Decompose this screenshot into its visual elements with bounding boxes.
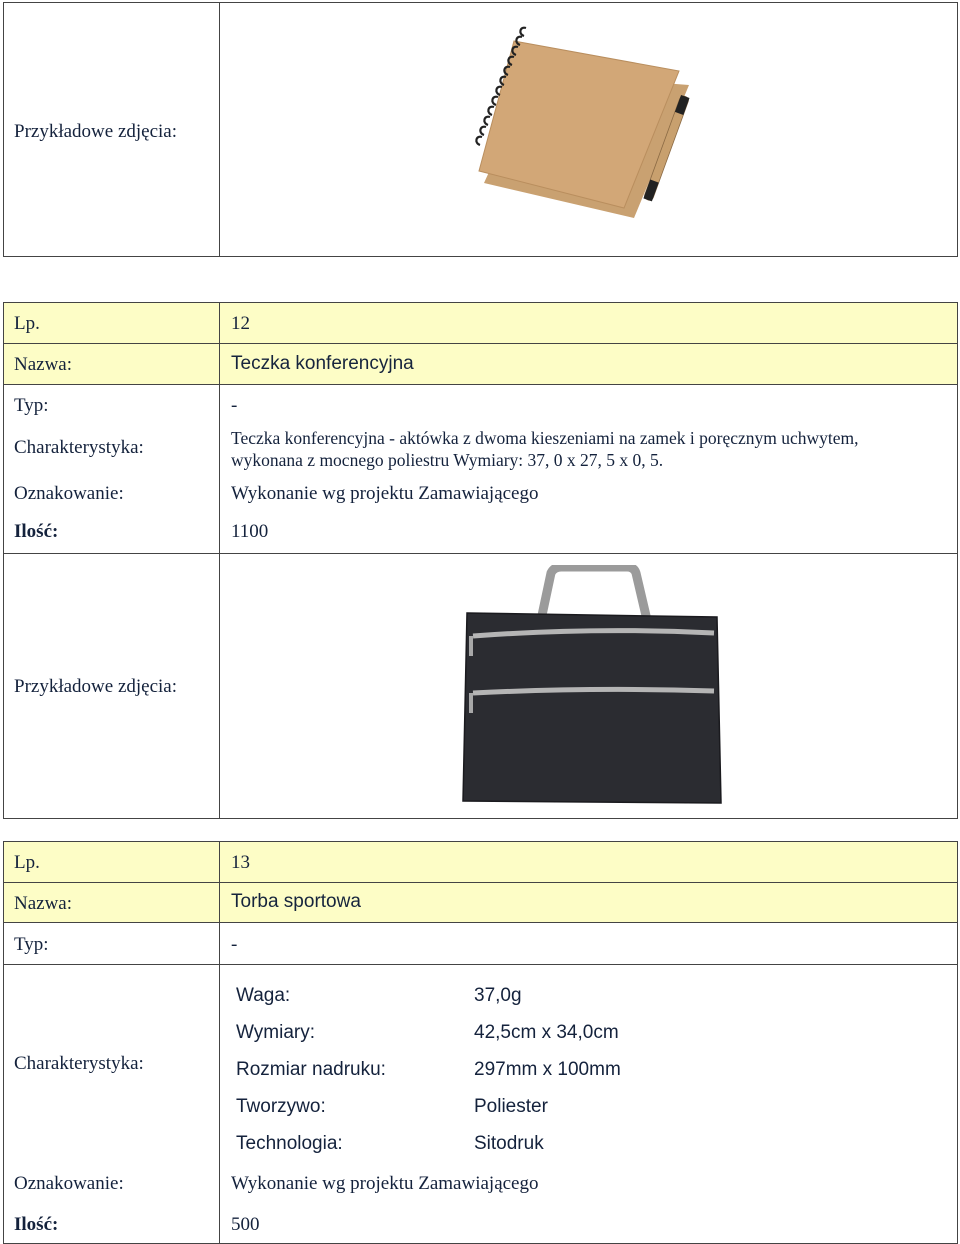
- description: [231, 427, 859, 471]
- row-divider: [4, 343, 957, 344]
- quantity-label: Ilość:: [14, 521, 59, 542]
- description-line: Teczka konferencyjna - aktówka z dwoma kieszeniami na zamek i poręcznym uchwytem,: [231, 428, 859, 448]
- spec-key-print-size: Rozmiar nadruku:: [236, 1059, 386, 1080]
- spec-value-dimensions: 42,5cm x 34,0cm: [474, 1022, 619, 1043]
- spec-key-technology: Technologia:: [236, 1133, 343, 1154]
- item-13-section: [3, 841, 958, 1244]
- marking-label: Oznakowanie:: [14, 1173, 124, 1194]
- column-divider: [219, 303, 220, 818]
- spec-value-material: Poliester: [474, 1096, 548, 1117]
- row-divider: [4, 922, 957, 923]
- spec-value-technology: Sitodruk: [474, 1133, 544, 1154]
- spec-value-print-size: 297mm x 100mm: [474, 1059, 621, 1080]
- row-divider: [4, 553, 957, 554]
- lp-label: Lp.: [14, 852, 40, 873]
- type-label: Typ:: [14, 395, 49, 416]
- row-divider: [4, 964, 957, 965]
- spec-key-dimensions: Wymiary:: [236, 1022, 315, 1043]
- row-divider: [4, 882, 957, 883]
- spec-key-weight: Waga:: [236, 985, 291, 1006]
- lp-value: 12: [231, 313, 250, 334]
- row-divider: [4, 384, 957, 385]
- quantity-value: 500: [231, 1214, 260, 1235]
- characteristics-label: Charakterystyka:: [14, 1053, 144, 1074]
- spec-key-material: Tworzywo:: [236, 1096, 326, 1117]
- notebook-image: [474, 23, 704, 223]
- photos-label: Przykładowe zdjęcia:: [14, 121, 178, 142]
- lp-label: Lp.: [14, 313, 40, 334]
- characteristics-label: Charakterystyka:: [14, 437, 144, 458]
- column-divider: [219, 842, 220, 1243]
- type-label: Typ:: [14, 934, 49, 955]
- quantity-value: 1100: [231, 521, 269, 542]
- quantity-label: Ilość:: [14, 1214, 59, 1235]
- marking-value: Wykonanie wg projektu Zamawiającego: [231, 1173, 539, 1194]
- photos-label: Przykładowe zdjęcia:: [14, 676, 178, 697]
- product-name: Torba sportowa: [231, 891, 361, 912]
- marking-label: Oznakowanie:: [14, 483, 124, 504]
- description-line: wykonana z mocnego poliestru Wymiary: 37, 0 x 27, 5 x 0, 5.: [231, 450, 664, 470]
- name-label: Nazwa:: [14, 893, 73, 914]
- lp-value: 13: [231, 852, 250, 873]
- marking-value: Wykonanie wg projektu Zamawiającego: [231, 483, 539, 504]
- item-12-section: [3, 302, 958, 819]
- conference-folder-image: [459, 565, 729, 810]
- name-label: Nazwa:: [14, 354, 73, 375]
- spec-value-weight: 37,0g: [474, 985, 522, 1006]
- column-divider: [219, 3, 220, 256]
- type-value: -: [231, 934, 238, 955]
- type-value: -: [231, 395, 238, 416]
- photo-section-previous: [3, 2, 958, 257]
- product-name: Teczka konferencyjna: [231, 353, 414, 374]
